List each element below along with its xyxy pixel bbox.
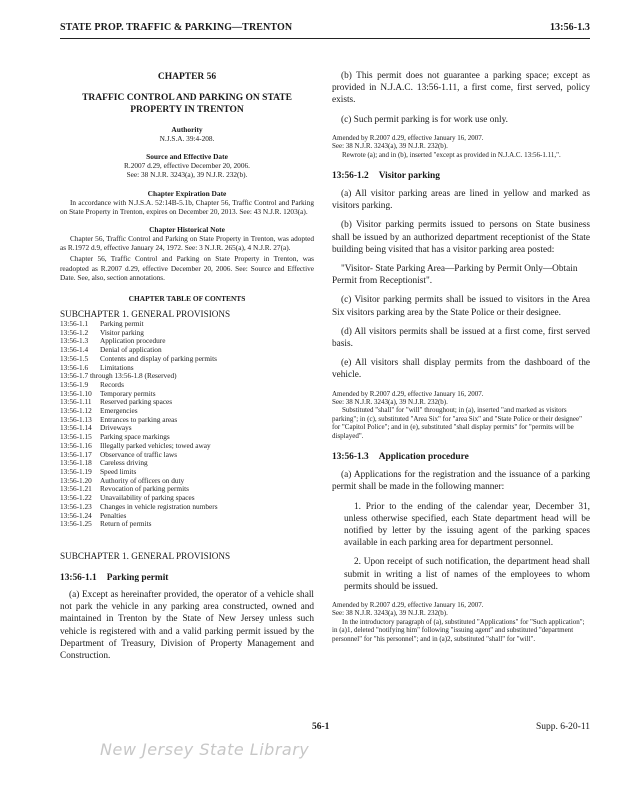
toc-num: 13:56-1.2	[60, 327, 89, 337]
toc-num: 13:56-1.15	[60, 432, 92, 442]
toc-num: 13:56-1.18	[60, 458, 92, 468]
subchapter-heading: SUBCHAPTER 1. GENERAL PROVISIONS	[60, 550, 231, 561]
amendment-line: In the introductory paragraph of (a), substituted "Applications" for "Such application"; in (a)1, deleted "notifying him" following "issuing agent" and substituted "department personnel" for "his personnel"; and in (a)2, substituted "shall" for "will".	[332, 617, 585, 643]
amendment-line: See: 38 N.J.R. 3243(a), 39 N.J.R. 232(b).	[332, 398, 448, 407]
toc-title: Denial of application	[100, 345, 162, 355]
section-1-1-para-b: (b) This permit does not guarantee a parking space; except as provided in N.J.A.C. 13:56-1.11, a first come, first served, policy exists.	[332, 71, 590, 106]
toc-num: 13:56-1.16	[60, 440, 92, 450]
section-number: 13:56-1.1	[60, 572, 97, 583]
source-heading: Source and Effective Date	[146, 152, 228, 162]
authority-heading: Authority	[171, 125, 203, 134]
section-number: 13:56-1.3	[332, 452, 369, 463]
expiration-text: In accordance with N.J.S.A. 52:14B-5.1b, Chapter 56, Traffic Control and Parking on State Property in Trenton, expires on December 20, 2013. See: 43 N.J.R. 1203(a).	[60, 197, 314, 216]
source-text-1: R.2007 d.29, effective December 20, 2006.	[124, 161, 250, 171]
amendment-line: Rewrote (a); and in (b), inserted "except as provided in N.J.A.C. 13:56-1.11,".	[342, 150, 561, 159]
toc-title: Observance of traffic laws	[100, 449, 178, 459]
chapter-title: TRAFFIC CONTROL AND PARKING ON STATE PROPERTY IN TRENTON	[82, 93, 292, 115]
amendment-note-3	[332, 601, 590, 643]
history-text-1: Chapter 56, Traffic Control and Parking on State Property in Trenton, was adopted as R.1972 d.9, effective January 24, 1972. See: 3 N.J.R. 265(a), 4 N.J.R. 27(a).	[60, 234, 314, 253]
section-heading-1-2	[332, 171, 590, 181]
section-1-2-para-e: (e) All visitors shall display permits from the dashboard of the vehicle.	[332, 358, 590, 381]
toc-row	[60, 381, 314, 390]
toc-title: Illegally parked vehicles; towed away	[100, 440, 211, 450]
right-column	[332, 70, 590, 643]
amendment-line: See: 38 N.J.R. 3243(a), 39 N.J.R. 232(b).	[332, 609, 448, 618]
source-text-2: See: 38 N.J.R. 3243(a), 39 N.J.R. 232(b).	[126, 170, 248, 180]
toc-num: 13:56-1.6	[60, 362, 89, 372]
toc-row	[60, 416, 314, 425]
toc-num: 13:56-1.9	[60, 379, 89, 389]
toc-num: 13:56-1.3	[60, 336, 89, 346]
toc-title: Careless driving	[100, 458, 148, 468]
toc-title: Parking space markings	[100, 432, 170, 442]
section-1-1-text: (a) Except as hereinafter provided, the operator of a vehicle shall not park the vehicle in any parking area constructed, owned and maintained in Trenton by the State of New Jersey unless such vehicle is registered with and a valid parking permit issued by the Department of Treasury, Division of Property Management and Construction.	[60, 589, 314, 661]
section-heading-1-3	[332, 452, 590, 462]
toc-title: Limitations	[100, 362, 134, 372]
toc-row	[60, 424, 314, 433]
section-1-2-para-b: (b) Visitor parking permits issued to persons on State business shall be issued by an authorized department receptionist of the State building being visited that has a visitor parking area posted:	[332, 220, 590, 255]
toc-num: 13:56-1.20	[60, 475, 92, 485]
toc-num: 13:56-1.24	[60, 510, 92, 520]
toc-title: 13:56-1.7 through 13:56-1.8 (Reserved)	[60, 371, 177, 381]
toc-row	[60, 468, 314, 477]
toc-title: Changes in vehicle registration numbers	[100, 501, 218, 511]
toc-subchapter: SUBCHAPTER 1. GENERAL PROVISIONS	[60, 309, 231, 320]
amendment-note-2	[332, 390, 590, 440]
toc-num: 13:56-1.14	[60, 423, 92, 433]
toc-num: 13:56-1.10	[60, 388, 92, 398]
section-1-2-quote: "Visitor- State Parking Area—Parking by Permit Only—Obtain Permit from Receptionist".	[332, 264, 578, 287]
toc-title: Parking permit	[100, 319, 144, 329]
section-1-3-item-2: 2. Upon receipt of such notification, the department head shall submit in writing a list of names of the employees to whom permits should be issued.	[344, 557, 590, 592]
toc-row	[60, 459, 314, 468]
running-header-title: STATE PROP. TRAFFIC & PARKING—TRENTON	[60, 22, 293, 33]
toc-num: 13:56-1.12	[60, 406, 92, 416]
section-1-3-item-1: 1. Prior to the ending of the calendar year, December 31, unless otherwise specified, each State department head will be notified by letter by the issuing agent of the parking spaces available in each parking area for department personnel.	[344, 501, 590, 549]
toc-num: 13:56-1.11	[60, 397, 92, 407]
amendment-note-1	[332, 134, 590, 159]
section-title: Application procedure	[378, 452, 469, 463]
toc-num: 13:56-1.5	[60, 353, 89, 363]
toc-row	[60, 390, 314, 399]
toc-title: Reserved parking spaces	[100, 397, 173, 407]
section-1-2-para-c: (c) Visitor parking permits shall be issued to visitors in the Area Six visitors parking area by the State Police or their designee.	[332, 295, 590, 318]
supplement-date: Supp. 6-20-11	[535, 722, 590, 732]
toc-row	[60, 329, 314, 338]
toc-title: Authority of officers on duty	[100, 475, 185, 485]
authority-text: N.J.S.A. 39:4-208.	[159, 134, 215, 143]
toc-num: 13:56-1.22	[60, 493, 92, 503]
toc-row	[60, 320, 314, 329]
toc-title: Visitor parking	[100, 327, 144, 337]
toc-num: 13:56-1.25	[60, 519, 92, 529]
toc-row	[60, 442, 314, 451]
expiration-heading: Chapter Expiration Date	[147, 188, 227, 198]
section-title: Visitor parking	[378, 171, 440, 182]
amendment-line: Amended by R.2007 d.29, effective January 16, 2007.	[332, 389, 484, 398]
section-1-3-para-a: (a) Applications for the registration and the issuance of a parking permit shall be made in the following manner:	[332, 470, 590, 493]
toc-num: 13:56-1.23	[60, 501, 92, 511]
header-rule	[60, 38, 590, 39]
amendment-line: Amended by R.2007 d.29, effective January 16, 2007.	[332, 133, 484, 142]
toc-num: 13:56-1.21	[60, 484, 92, 494]
table-of-contents	[60, 320, 314, 529]
toc-title: Temporary permits	[100, 388, 156, 398]
toc-num: 13:56-1.19	[60, 466, 92, 476]
amendment-line: See: 38 N.J.R. 3243(a), 39 N.J.R. 232(b).	[332, 142, 448, 151]
toc-row	[60, 451, 314, 460]
toc-title: Contents and display of parking permits	[100, 353, 217, 363]
amendment-line: Substituted "shall" for "will" throughout; in (a), inserted "and marked as visitors parking"; in (c), substituted "Area Six" for "area Six" and "State Police or their designee" for "Capitol Police"; and in (e), substituted "shall display permits" for "permits will be displayed".	[332, 406, 582, 440]
toc-num: 13:56-1.4	[60, 345, 89, 355]
page-number: 56-1	[312, 722, 330, 732]
toc-row	[60, 372, 314, 381]
toc-row	[60, 337, 314, 346]
toc-title: Application procedure	[100, 336, 166, 346]
amendment-line: Amended by R.2007 d.29, effective January 16, 2007.	[332, 600, 484, 609]
running-header-section: 13:56-1.3	[549, 22, 590, 33]
toc-heading: CHAPTER TABLE OF CONTENTS	[128, 294, 246, 304]
toc-row	[60, 503, 314, 512]
toc-title: Emergencies	[100, 406, 138, 416]
toc-title: Speed limits	[100, 466, 137, 476]
toc-row	[60, 520, 314, 529]
section-title: Parking permit	[106, 572, 169, 583]
chapter-number: CHAPTER 56	[157, 72, 217, 82]
toc-title: Penalties	[100, 510, 127, 520]
toc-num: 13:56-1.1	[60, 319, 89, 329]
library-stamp: New Jersey State Library	[100, 740, 310, 759]
toc-title: Driveways	[100, 423, 132, 433]
toc-num: 13:56-1.17	[60, 449, 92, 459]
left-column	[60, 70, 314, 662]
toc-title: Entrances to parking areas	[100, 414, 178, 424]
section-1-1-para-c: (c) Such permit parking is for work use only.	[341, 114, 508, 125]
section-1-2-para-a: (a) All visitor parking areas are lined in yellow and marked as visitors parking.	[332, 189, 590, 212]
toc-title: Revocation of parking permits	[100, 484, 189, 494]
toc-row	[60, 355, 314, 364]
toc-row	[60, 512, 314, 521]
section-1-2-para-d: (d) All visitors permits shall be issued at a first come, first served basis.	[332, 326, 590, 350]
section-heading-1-1	[60, 573, 314, 583]
history-heading: Chapter Historical Note	[149, 225, 225, 235]
toc-title: Return of permits	[100, 519, 152, 529]
toc-title: Unavailability of parking spaces	[100, 493, 195, 503]
history-text-2: Chapter 56, Traffic Control and Parking on State Property in Trenton, was readopted as R.2007 d.29, effective December 20, 2006. See: Source and Effective Date. See, also, section annotations.	[60, 254, 314, 282]
toc-num: 13:56-1.13	[60, 414, 92, 424]
toc-title: Records	[100, 379, 124, 389]
section-number: 13:56-1.2	[332, 171, 369, 182]
toc-row	[60, 398, 314, 407]
toc-row	[60, 407, 314, 416]
